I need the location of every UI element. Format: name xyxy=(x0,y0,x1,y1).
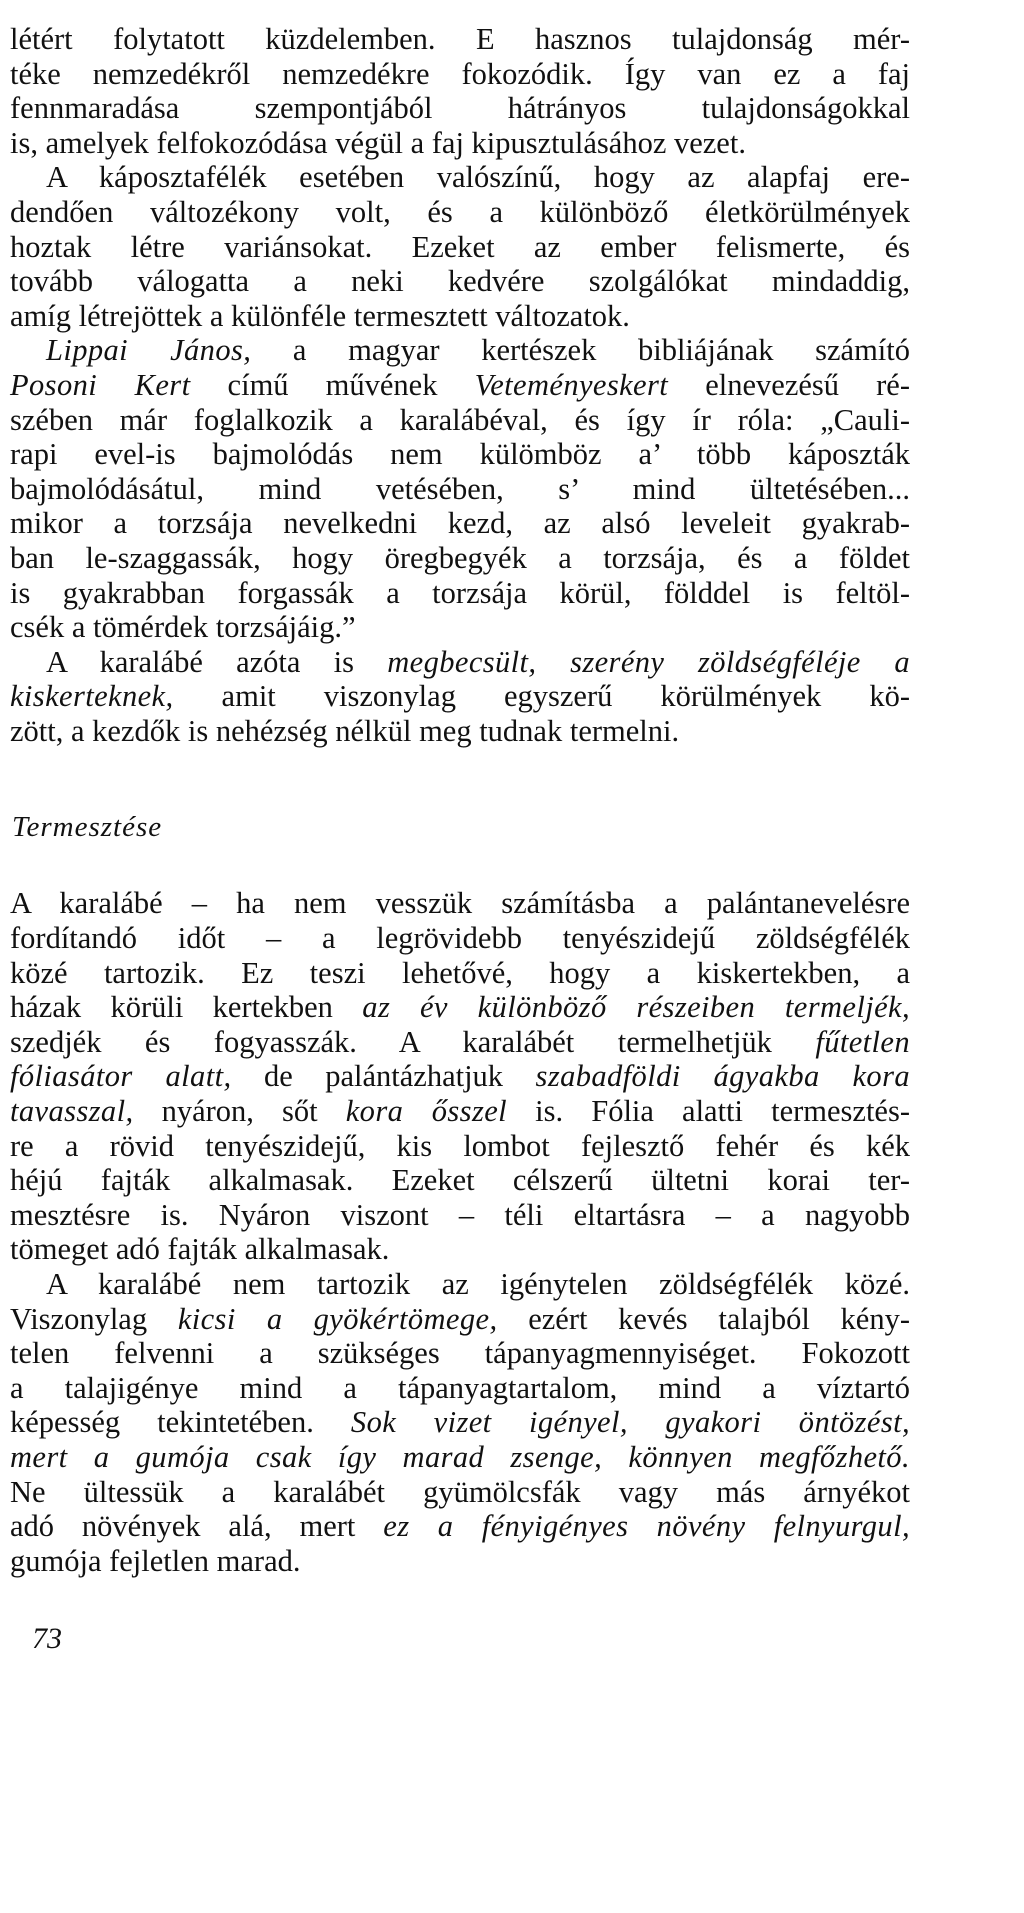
page-number: 73 xyxy=(32,1622,62,1656)
text-run: A karalábé azóta is xyxy=(46,644,388,679)
text-line xyxy=(10,1405,910,1440)
text-line xyxy=(10,333,910,368)
text-line xyxy=(10,1302,910,1337)
emphasis: tavasszal, xyxy=(10,1094,134,1129)
text-run: szedjék és fogyasszák. A karalábét termelhetjük xyxy=(10,1024,816,1059)
text-line: szében már foglalkozik a karalábéval, és így ír róla: „Cauli- xyxy=(10,402,910,437)
chapter-title: Veteményeskert xyxy=(474,367,669,402)
emphasis: ez a fényigényes növény felnyurgul, xyxy=(383,1509,910,1544)
text-line xyxy=(10,1440,910,1475)
section-heading: Termesztése xyxy=(12,811,163,844)
text-line: fennmaradása szempontjából hátrányos tulajdonságokkal xyxy=(10,91,910,126)
text-run: adó növények alá, mert xyxy=(10,1509,384,1544)
text-line: mikor a torzsája nevelkedni kezd, az alsó leveleit gyakrab- xyxy=(10,506,910,541)
text-line xyxy=(10,990,910,1025)
text-line: mesztésre is. Nyáron viszont – téli eltartásra – a nagyobb xyxy=(10,1197,910,1232)
text-line: téke nemzedékről nemzedékre fokozódik. Így van ez a faj xyxy=(10,56,910,91)
text-run: elnevezésű ré- xyxy=(668,367,910,402)
text-line: tömeget adó fajták alkalmasak. xyxy=(10,1232,390,1267)
text-run: című művének xyxy=(190,367,475,402)
text-line: is gyakrabban forgassák a torzsája körül, földdel is feltöl- xyxy=(10,575,910,610)
text-run: Viszonylag xyxy=(10,1301,178,1336)
emphasis: az év különböző részeiben termeljék, xyxy=(362,990,910,1025)
text-run: de palántázhatjuk xyxy=(231,1059,536,1094)
text-line: rapi evel-is bajmolódás nem külömböz a’ több káposzták xyxy=(10,437,910,472)
text-line: A karalábé – ha nem vesszük számításba a palántanevelésre xyxy=(10,886,910,921)
emphasis: fóliasátor alatt, xyxy=(10,1059,232,1094)
emphasis: Sok vizet igényel, gyakori öntözést, xyxy=(350,1405,910,1440)
text-line xyxy=(10,1025,910,1060)
emphasis: mert a gumója csak így marad zsenge, könnyen megfőzhető. xyxy=(10,1439,910,1474)
paragraph-lippai-quote xyxy=(10,333,910,644)
text-line: hoztak létre variánsokat. Ezeket az ember felismerte, és xyxy=(10,229,910,264)
text-line: zött, a kezdők is nehézség nélkül meg tudnak termelni. xyxy=(10,713,680,748)
text-line: tovább válogatta a neki kedvére szolgálókat mindaddig, xyxy=(10,264,910,299)
text-line: dendően változékony volt, és a különböző életkörülmények xyxy=(10,194,910,229)
emphasis: fűtetlen xyxy=(815,1024,910,1059)
text-line: közé tartozik. Ez teszi lehetővé, hogy a kiskertekben, a xyxy=(10,955,910,990)
text-line xyxy=(10,679,910,714)
paragraph-cabbage-variants xyxy=(10,160,910,333)
emphasis: szabadföldi ágyakba kora xyxy=(535,1059,911,1094)
text-line: amíg létrejöttek a különféle termesztett változatok. xyxy=(10,298,630,333)
text-line: gumója fejletlen marad. xyxy=(10,1543,301,1578)
text-run: nyáron, sőt xyxy=(133,1094,346,1129)
emphasis: kora ősszel xyxy=(345,1094,508,1129)
text-line: létért folytatott küzdelemben. E hasznos tulajdonság mér- xyxy=(10,22,910,56)
paragraph-selection xyxy=(10,22,910,160)
emphasis: kicsi a gyökértömege, xyxy=(177,1301,498,1336)
text-line xyxy=(10,368,910,403)
text-line xyxy=(10,1094,910,1129)
text-run: képesség tekintetében. xyxy=(10,1405,351,1440)
text-line: Ne ültessük a karalábét gyümölcsfák vagy más árnyékot xyxy=(10,1474,910,1509)
text-run: házak körüli kertekben xyxy=(10,990,363,1025)
text-line: A karalábé nem tartozik az igénytelen zöldségfélék közé. xyxy=(46,1267,910,1301)
author-name: Lippai János, xyxy=(46,333,252,368)
book-page xyxy=(10,22,910,1656)
text-line: re a rövid tenyészidejű, kis lombot fejlesztő fehér és kék xyxy=(10,1128,910,1163)
text-line xyxy=(10,1509,910,1544)
text-run: a magyar kertészek bibliájának számító xyxy=(251,333,910,368)
text-line: a talajigénye mind a tápanyagtartalom, mind a víztartó xyxy=(10,1370,910,1405)
book-title: Posoni Kert xyxy=(10,367,191,402)
text-line: héjú fajták alkalmasak. Ezeket célszerű ültetni korai ter- xyxy=(10,1163,910,1198)
emphasis: kiskerteknek, xyxy=(10,679,174,714)
text-line: bajmolódásátul, mind vetésében, s’ mind ültetésében... xyxy=(10,471,910,506)
text-line: csék a tömérdek torzsájáig.” xyxy=(10,610,356,645)
text-line: fordítandó időt – a legrövidebb tenyészidejű zöldségfélék xyxy=(10,921,910,956)
emphasis: megbecsült, szerény zöldségféléje a xyxy=(387,644,910,679)
paragraph-igenyek xyxy=(10,1267,910,1578)
text-line: ban le-szaggassák, hogy öregbegyék a torzsája, és a földet xyxy=(10,540,910,575)
paragraph-karalabe-intro xyxy=(10,645,910,749)
text-line xyxy=(10,645,910,680)
text-run: is. Fólia alatti termesztés- xyxy=(507,1094,910,1129)
paragraph-termesztes xyxy=(10,886,910,1267)
text-line: A káposztafélék esetében valószínű, hogy az alapfaj ere- xyxy=(46,160,910,195)
text-line: telen felvenni a szükséges tápanyagmennyiséget. Fokozott xyxy=(10,1336,910,1371)
text-line xyxy=(10,1059,910,1094)
text-run: ezért kevés talajból kény- xyxy=(497,1301,910,1336)
text-run: amit viszonylag egyszerű körülmények kö- xyxy=(173,679,910,714)
text-line: is, amelyek felfokozódása végül a faj kipusztulásához vezet. xyxy=(10,125,746,160)
